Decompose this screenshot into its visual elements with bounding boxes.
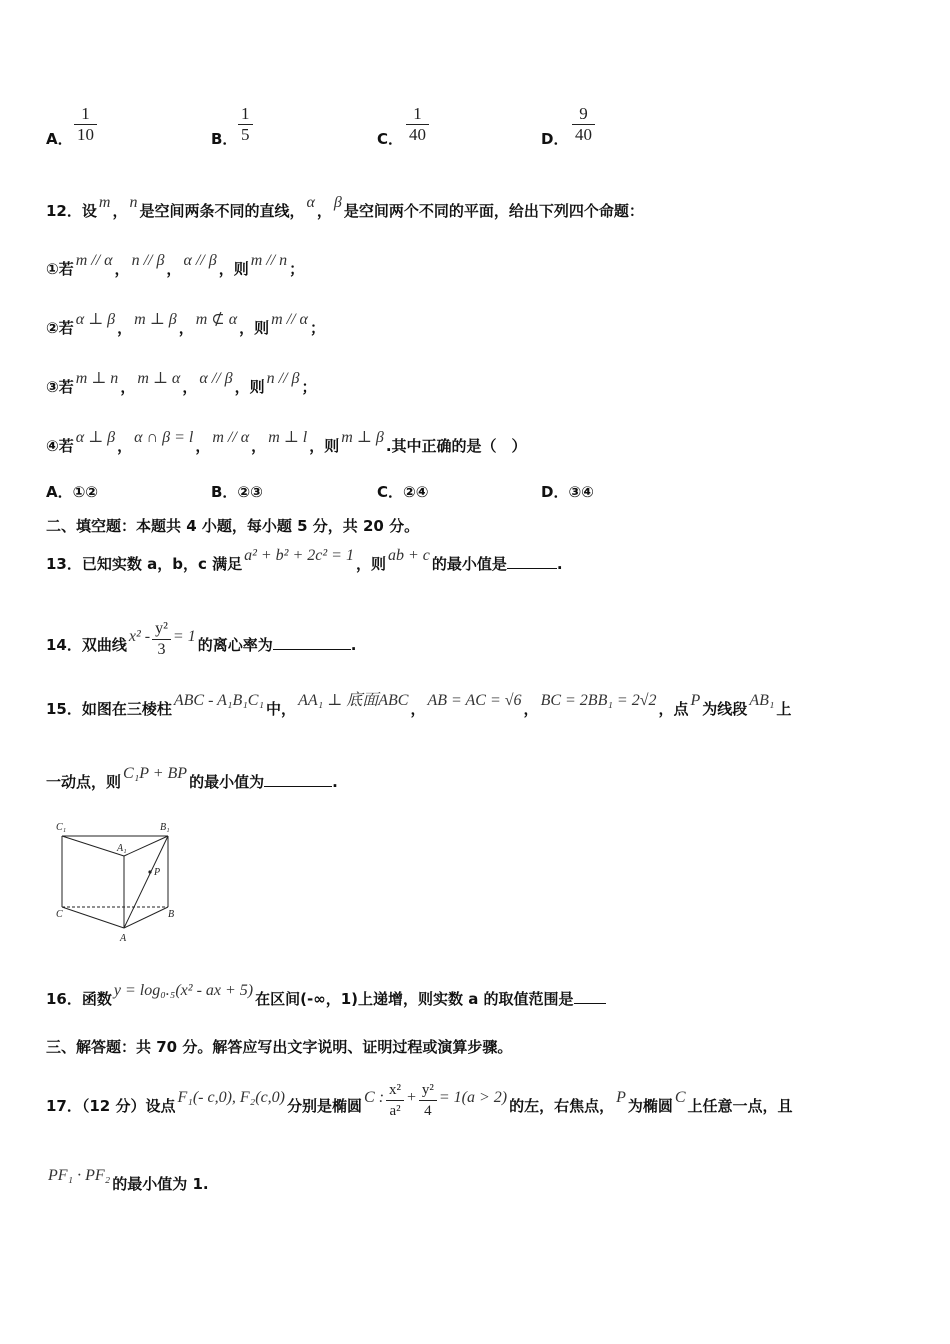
option-a[interactable]: A．: [46, 130, 73, 148]
label-p: P: [154, 867, 161, 878]
option-d-fraction: [572, 104, 595, 145]
option-b[interactable]: B．: [211, 130, 238, 148]
q15-line-1: 15．如图在三棱柱 ABC - A₁B₁C₁ 中， AA₁ ⊥ 底面ABC ， AB = AC = √6 ， BC = 2BB₁ = 2√2 ，点 P 为线段 AB₁ 上: [46, 692, 792, 718]
q12-stem: 12．设 m ， n 是空间两条不同的直线， α ， β 是空间两个不同的平面，给出下列四个命题：: [46, 194, 644, 220]
section-2-heading: 二、填空题：本题共 4 小题，每小题 5 分，共 20 分。: [46, 517, 420, 535]
denominator: 5: [241, 125, 250, 144]
answer-blank[interactable]: [574, 989, 606, 1004]
numerator: 1: [241, 104, 250, 123]
answer-blank[interactable]: [264, 772, 332, 787]
q14: 14．双曲线 x² - $\frac{\text{y²}}{3}$ = 1 的离心率为 .: [46, 620, 357, 658]
option-c-fraction: [406, 104, 429, 145]
numerator: 9: [579, 104, 588, 123]
label-b1: B₁: [160, 822, 170, 833]
q17-line-2: PF₁ · PF₂ 的最小值为 1.: [48, 1167, 209, 1193]
edge-c-a: [62, 907, 124, 928]
point-p: [148, 870, 151, 873]
q12-option-a[interactable]: A．①②: [46, 483, 99, 501]
q14-fraction: $\frac{\text{y²}}{3}$: [152, 619, 171, 660]
segment-a-b1: [124, 836, 168, 928]
label-a: A: [120, 933, 127, 944]
option-c[interactable]: C．: [377, 130, 404, 148]
option-d[interactable]: D．: [541, 130, 569, 148]
numerator: 1: [81, 104, 90, 123]
denominator: 40: [409, 125, 426, 144]
option-a-fraction: [74, 104, 97, 145]
label-c1: C₁: [56, 822, 67, 833]
label-b: B: [168, 909, 175, 920]
edge-a1-b1: [124, 836, 168, 856]
answer-blank[interactable]: [507, 554, 557, 569]
q13: 13．已知实数 a，b，c 满足 a² + b² + 2c² = 1 ，则 ab + c 的最小值是 .: [46, 547, 563, 573]
edge-c1-a1: [62, 836, 124, 856]
prism-figure: [50, 816, 185, 946]
denominator: 10: [77, 125, 94, 144]
q12-option-b[interactable]: B．②③: [211, 483, 263, 501]
q12-proposition-3: ③若 m ⊥ n ， m ⊥ α ， α // β ，则 n // β ；: [46, 370, 317, 396]
q12-proposition-4: ④若 α ⊥ β ， α ∩ β = l ， m // α ， m ⊥ l ，则 m ⊥ β .其中正确的是（ ）: [46, 429, 527, 455]
ellipse-x-fraction: $\frac{\text{x²}}{\text{a²}}$: [386, 1080, 404, 1121]
answer-blank[interactable]: [273, 635, 351, 650]
ellipse-y-fraction: $\frac{\text{y²}}{4}$: [419, 1080, 437, 1121]
denominator: 40: [575, 125, 592, 144]
edge-a-b: [124, 907, 168, 928]
q17-line-1: 17．（12 分）设点 F₁(- c,0), F₂(c,0) 分别是椭圆 C : $\frac{\text{x²}}{\text{a²}}$ + $\frac{\text{y²}}{4}$ = 1(a > 2) 的左，右焦点， P 为椭圆 C 上任意一点，且: [46, 1082, 793, 1119]
q12-option-d[interactable]: D．③④: [541, 483, 594, 501]
numerator: 1: [413, 104, 422, 123]
q16: 16．函数 y = log₀.₅(x² - ax + 5) 在区间(-∞，1)上递增，则实数 a 的取值范围是: [46, 988, 606, 1009]
q12-proposition-2: ②若 α ⊥ β ， m ⊥ β ， m ⊄ α ，则 m // α ；: [46, 311, 325, 337]
label-a1: A₁: [117, 843, 127, 854]
q12-option-c[interactable]: C．②④: [377, 483, 429, 501]
label-c: C: [56, 909, 63, 920]
q15-line-2: 一动点，则 C₁P + BP 的最小值为 .: [46, 765, 338, 791]
section-3-heading: 三、解答题：共 70 分。解答应写出文字说明、证明过程或演算步骤。: [46, 1038, 513, 1056]
q12-proposition-1: ①若 m // α ， n // β ， α // β ，则 m // n ；: [46, 252, 305, 278]
option-b-fraction: [238, 104, 253, 145]
